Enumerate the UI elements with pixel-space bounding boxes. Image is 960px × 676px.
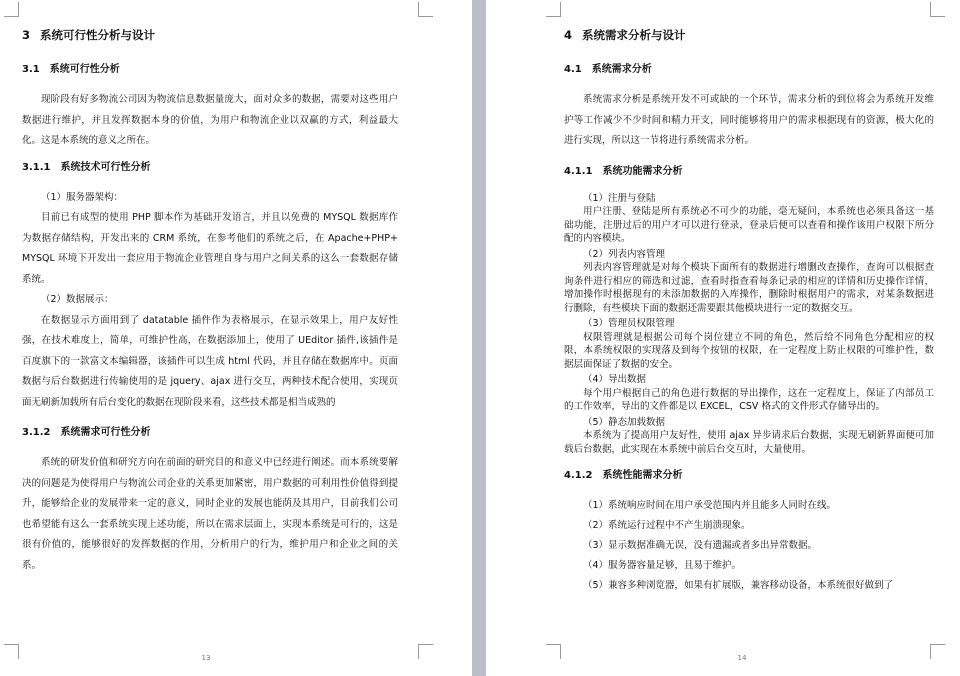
body-paragraph: 目前已有成型的使用 PHP 脚本作为基础开发语言，并且以免费的 MYSQL 数据库作为数据存储结构，开发出来的 CRM 系统，在参考他们的系统之后，在 Apache+PHP+ MYSQL 环境下开发出一套应用于物流企业管理自身与用户之间关系的这么一套数据存储系统。 <box>22 212 398 285</box>
crop-mark <box>4 644 19 659</box>
section-heading: 4.1 系统需求分析 <box>564 64 652 75</box>
intro-paragraph: 系统需求分析是系统开发不可或缺的一个环节，需求分析的到位将会为系统开发维护等工作减少不少时间和精力开支，同时能够将用户的需求根据现有的资源，极大化的进行实现，所以这一节将进行系统需求分析。 <box>564 94 934 146</box>
list-item: （2）系统运行过程中不产生崩溃现象。 <box>583 520 751 531</box>
list-item: （1）系统响应时间在用户承受范围内并且能多人同时在线。 <box>583 500 837 511</box>
list-item-text: 列表内容管理就是对每个模块下面所有的数据进行增删改查操作，查询可以根据查询条件进行相应的筛选和过滤，查看时指查看每条记录的相应的详情和历史操作详情，增加操作时根据现有的未添加数据的入库操作，删除时根据用户的需求，对某条数据进行删除，有些模块下面的数据还需要跟其他模块进行一定的数据交互。 <box>564 262 934 314</box>
page-gutter <box>472 0 486 676</box>
page-content <box>564 26 934 596</box>
function-list <box>564 192 934 457</box>
crop-mark <box>930 2 945 17</box>
list-label: （2）数据展示： <box>41 294 114 305</box>
performance-list <box>564 496 934 596</box>
chapter-heading: 3 系统可行性分析与设计 <box>22 28 156 42</box>
crop-mark <box>4 2 19 17</box>
crop-mark <box>546 2 561 17</box>
subsection-heading: 4.1.2 系统性能需求分析 <box>564 470 683 481</box>
list-item-text: 用户注册、登陆是所有系统必不可少的功能，毫无疑问，本系统也必须具备这一基础功能，注册过后的用户才可以进行登录，登录后便可以查看和操作该用户权限下所分配的内容模块。 <box>564 206 934 244</box>
subsection-heading: 4.1.1 系统功能需求分析 <box>564 165 683 177</box>
crop-mark <box>418 2 433 17</box>
list-label: （3）管理员权限管理 <box>583 318 675 329</box>
page-content <box>22 26 398 584</box>
crop-mark <box>546 644 561 659</box>
list-item-text: 每个用户根据自己的角色进行数据的导出操作，这在一定程度上，保证了内部员工的工作效率，导出的文件都是以 EXCEL，CSV 格式的文件形式存储导出的。 <box>564 387 934 412</box>
page-number: 13 <box>201 654 211 662</box>
list-item-text: 权限管理就是根据公司每个岗位建立不同的角色，然后给不同角色分配相应的权限，本系统权限的实现落及到每个按钮的权限，在一定程度上防止权限的可维护性，数据层面保证了数据的安全。 <box>564 331 934 370</box>
body-paragraph: 在数据显示方面用到了 datatable 插件作为表格展示，在显示效果上，用户友好性强，在技术难度上，简单，可维护性高，在数据添加上，使用了 UEditor 插件,该插件是百度旗下的一款富文本编辑器，该插件可以生成 html 代码，并且存储在数据库中。页面数据与后台数据进行传输使用的是 jquery、ajax 进行交互，两种技术配合使用，实现页面无刷新加载所有后台变化的数据在现阶段来看，这些技术都是相当成熟的 <box>22 314 398 408</box>
subsection-heading: 3.1.2 系统需求可行性分析 <box>22 427 151 438</box>
list-item: （5）兼容多种浏览器，如果有扩展版，兼容移动设备，本系统很好做到了 <box>583 580 894 591</box>
intro-paragraph: 现阶段有好多物流公司因为物流信息数据量庞大，面对众多的数据，需要对这些用户数据进行维护，并且发挥数据本身的价值，为用户和物流企业以双赢的方式，利益最大化。这是本系统的意义之所在。 <box>22 94 398 146</box>
list-item: （3）显示数据准确无误，没有遗漏或者多出异常数据。 <box>583 540 818 551</box>
crop-mark <box>930 644 945 659</box>
list-label: （4）导出数据 <box>583 374 647 385</box>
page-number: 14 <box>737 654 747 662</box>
list-label: （1）服务器架构： <box>41 191 124 203</box>
subsection-heading: 3.1.1 系统技术可行性分析 <box>22 161 151 173</box>
list-label: （5）静态加载数据 <box>583 416 666 428</box>
page-14 <box>486 0 960 676</box>
list-label: （2）列表内容管理 <box>583 248 666 260</box>
crop-mark <box>418 644 433 659</box>
page-13 <box>0 0 472 676</box>
body-paragraph: 系统的研发价值和研究方向在前面的研究目的和意义中已经进行阐述。而本系统要解决的问题是为使得用户与物流公司企业的关系更加紧密，用户数据的可利用性价值得到提升，能够给企业的发展带来一定的意义，同时企业的发展也能荫及其用户，目前我们公司也希望能有这么一套系统实现上述功能，所以在需求层面上，实现本系统是可行的，这是很有价值的，能够很好的发挥数据的作用，分析用户的行为，维护用户和企业之间的关系。 <box>22 457 398 571</box>
list-item-text: 本系统为了提高用户友好性，使用 ajax 异步请求后台数据，实现无刷新界面便可加载后台数据，此实现在本系统中前后台交互时，大量使用。 <box>564 430 934 455</box>
chapter-heading: 4 系统需求分析与设计 <box>564 28 686 42</box>
list-label: （1）注册与登陆 <box>583 192 656 204</box>
list-item: （4）服务器容量足够，且易于维护。 <box>583 560 742 571</box>
section-heading: 3.1 系统可行性分析 <box>22 64 120 75</box>
